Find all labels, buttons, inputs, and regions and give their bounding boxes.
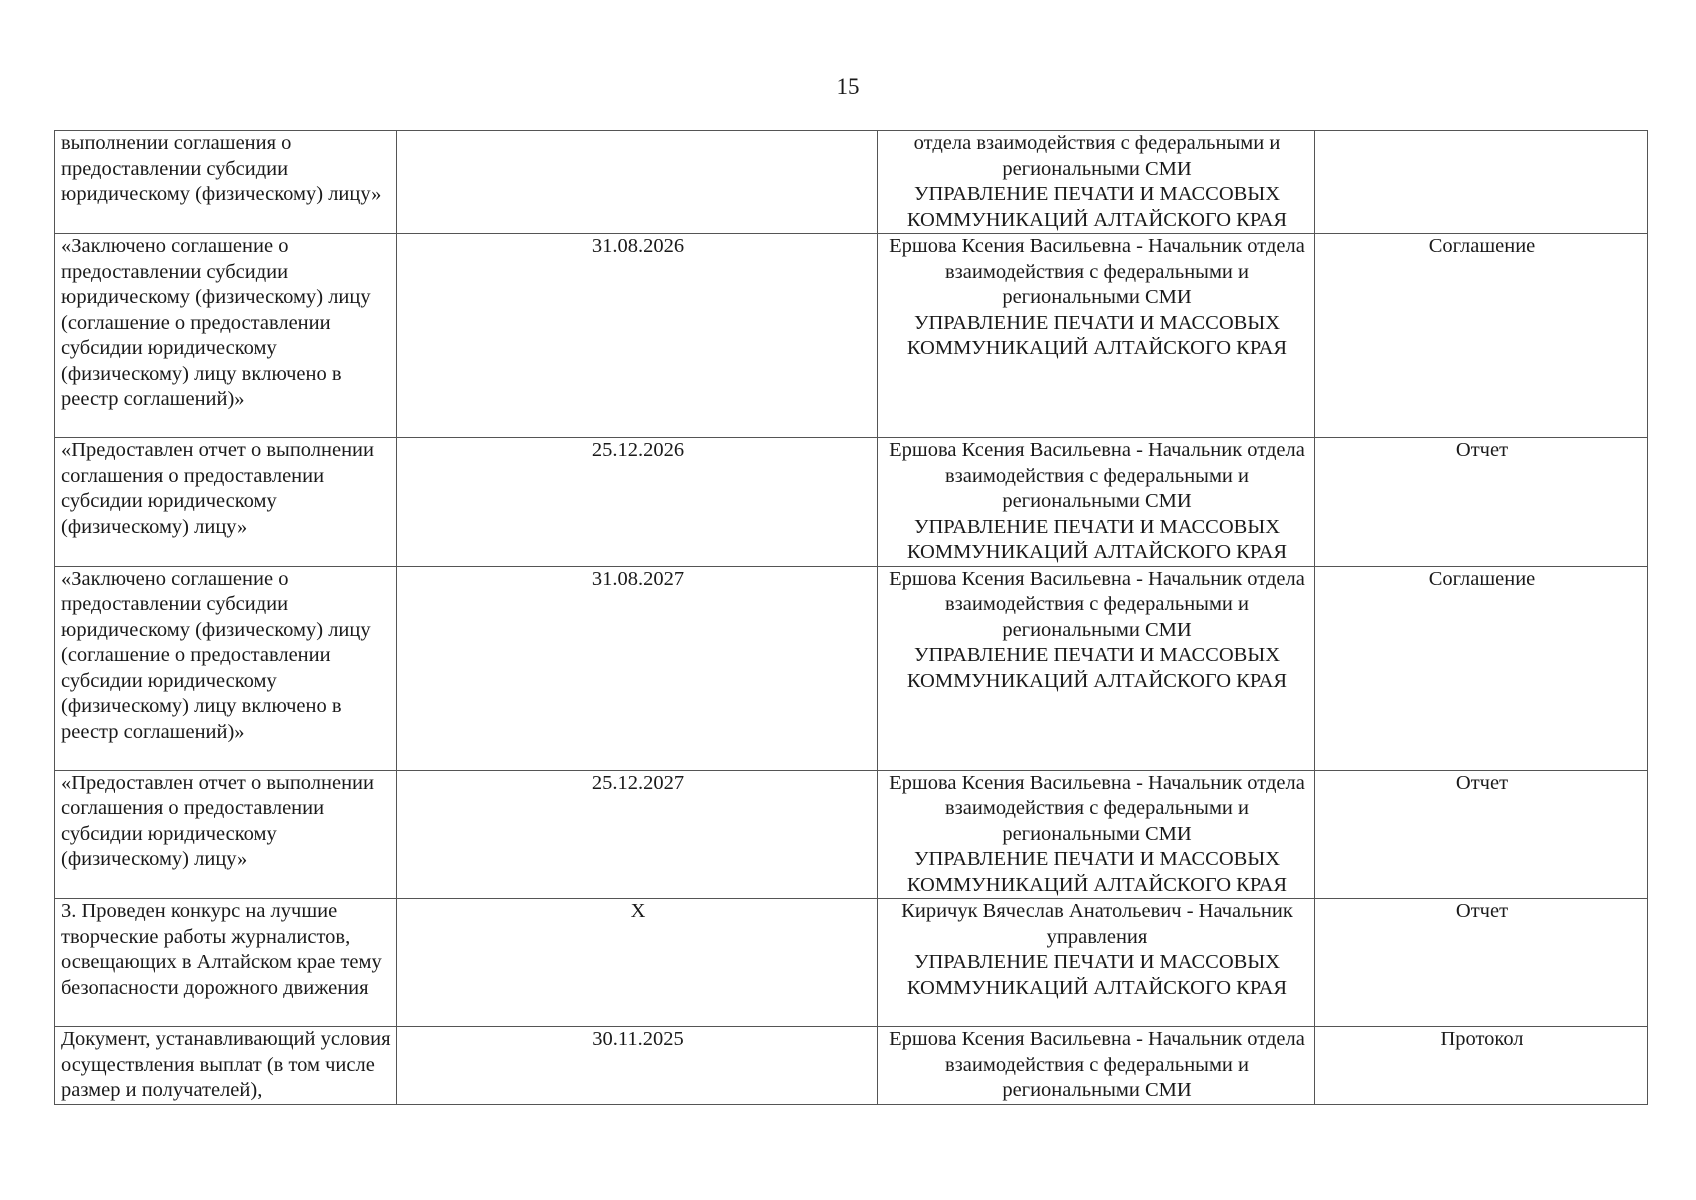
table-row [55,770,1648,899]
row-name-cell: выполнении соглашения о предоставлении субсидии юридическому (физическому) лицу» [55,131,397,234]
responsible-person: Ершова Ксения Васильевна - Начальник отдела взаимодействия с федеральными и региональными СМИ [889,771,1305,845]
table-row [55,566,1648,770]
row-name-cell: «Заключено соглашение о предоставлении субсидии юридическому (физическому) лицу (соглашение о предоставлении субсидии юридическому (физическому) лицу включено в реестр соглашений)» [55,566,397,770]
table-row [55,234,1648,438]
responsible-person: Ершова Ксения Васильевна - Начальник отдела взаимодействия с федеральными и региональными СМИ [889,1028,1305,1101]
row-date-cell: 25.12.2026 [397,438,878,567]
row-responsible-cell [878,899,1315,1027]
responsible-org: УПРАВЛЕНИЕ ПЕЧАТИ И МАССОВЫХ КОММУНИКАЦИЙ АЛТАЙСКОГО КРАЯ [906,951,1288,999]
table-row [55,899,1648,1027]
row-name-cell: «Заключено соглашение о предоставлении субсидии юридическому (физическому) лицу (соглашение о предоставлении субсидии юридическому (физическому) лицу включено в реестр соглашений)» [55,234,397,438]
row-date-cell: X [397,899,878,1027]
table-row [55,1027,1648,1105]
row-responsible-cell [878,234,1315,438]
row-date-cell: 25.12.2027 [397,770,878,899]
row-responsible-cell [878,438,1315,567]
row-name-cell: Документ, устанавливающий условия осуществления выплат (в том числе размер и получателей), [55,1027,397,1105]
activity-table [54,130,1648,1105]
responsible-org: УПРАВЛЕНИЕ ПЕЧАТИ И МАССОВЫХ КОММУНИКАЦИЙ АЛТАЙСКОГО КРАЯ [906,311,1288,359]
responsible-person: Ершова Ксения Васильевна - Начальник отдела взаимодействия с федеральными и региональными СМИ [889,439,1305,512]
row-document-cell: Отчет [1315,438,1648,567]
row-responsible-cell [878,566,1315,770]
row-responsible-cell [878,1027,1315,1105]
responsible-org: УПРАВЛЕНИЕ ПЕЧАТИ И МАССОВЫХ КОММУНИКАЦИЙ АЛТАЙСКОГО КРАЯ [906,848,1288,896]
row-name-cell: 3. Проведен конкурс на лучшие творческие работы журналистов, освещающих в Алтайском крае тему безопасности дорожного движения [55,899,397,1027]
row-name-cell: «Предоставлен отчет о выполнении соглашения о предоставлении субсидии юридическому (физическому) лицу» [55,770,397,899]
table-row [55,131,1648,234]
row-document-cell: Протокол [1315,1027,1648,1105]
row-responsible-cell [878,131,1315,234]
responsible-person: отдела взаимодействия с федеральными и региональными СМИ [913,132,1281,180]
row-name-cell: «Предоставлен отчет о выполнении соглашения о предоставлении субсидии юридическому (физическому) лицу» [55,438,397,567]
row-document-cell: Соглашение [1315,234,1648,438]
table-row [55,438,1648,567]
responsible-org: УПРАВЛЕНИЕ ПЕЧАТИ И МАССОВЫХ КОММУНИКАЦИЙ АЛТАЙСКОГО КРАЯ [906,644,1288,692]
row-document-cell [1315,131,1648,234]
responsible-person: Ершова Ксения Васильевна - Начальник отдела взаимодействия с федеральными и региональными СМИ [889,235,1305,308]
row-document-cell: Отчет [1315,770,1648,899]
responsible-org: УПРАВЛЕНИЕ ПЕЧАТИ И МАССОВЫХ КОММУНИКАЦИЙ АЛТАЙСКОГО КРАЯ [906,515,1288,563]
row-date-cell [397,131,878,234]
responsible-org: УПРАВЛЕНИЕ ПЕЧАТИ И МАССОВЫХ КОММУНИКАЦИЙ АЛТАЙСКОГО КРАЯ [906,183,1288,231]
responsible-person: Ершова Ксения Васильевна - Начальник отдела взаимодействия с федеральными и региональными СМИ [889,567,1305,641]
row-responsible-cell [878,770,1315,899]
row-date-cell: 30.11.2025 [397,1027,878,1105]
row-document-cell: Отчет [1315,899,1648,1027]
row-date-cell: 31.08.2026 [397,234,878,438]
page-number: 15 [836,74,860,99]
row-document-cell: Соглашение [1315,566,1648,770]
row-date-cell: 31.08.2027 [397,566,878,770]
responsible-person: Киричук Вячеслав Анатольевич - Начальник управления [901,900,1293,948]
